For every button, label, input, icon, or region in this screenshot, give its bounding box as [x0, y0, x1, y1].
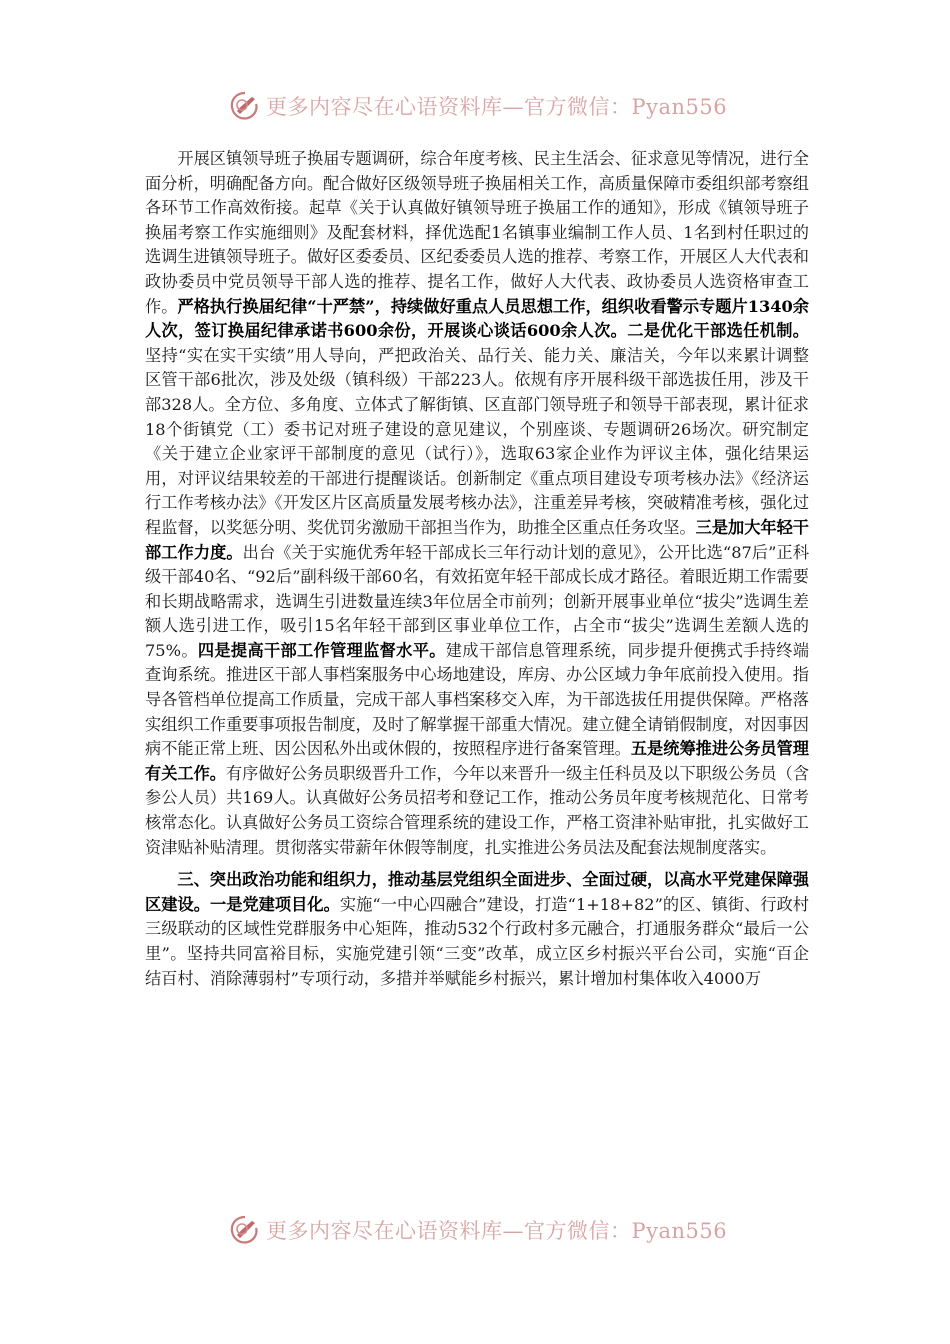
paragraph-2 [145, 868, 809, 991]
bold-segment: 三是加大年轻干部工作力度。 [145, 517, 809, 562]
bold-segment: 三、突出政治功能和组织力，推动基层党组织全面进步、全面过硬，以高水平党建保障强区建设。一是党建项目化。 [145, 870, 809, 914]
body-text [145, 147, 809, 991]
pen-swirl-logo-icon [228, 1213, 262, 1247]
text-segment: 有序做好公务员职级晋升工作，今年以来晋升一级主任科员及以下职级公务员（含参公人员）共169人。认真做好公务员招考和登记工作，推动公务员年度考核规范化、日常考核常态化。认真做好公务员工资综合管理系统的建设工作，严格工资津补贴审批，扎实做好工资津贴补贴清理。贯彻落实带薪年休假等制度，扎实推进公务员法及配套法规制度落实。 [145, 763, 810, 857]
bold-segment: 五是统筹推进公务员管理有关工作。 [145, 739, 809, 783]
text-segment: 出台《关于实施优秀年轻干部成长三年行动计划的意见》，公开比选“87后”正科级干部40名、“92后”副科级干部60名，有效拓宽年轻干部成长成才路径。着眼近期工作需要和长期战略需求，选调生引进数量连续3年位居全市前列；创新开展事业单位“拔尖”选调生差额人选引进工作，吸引15名年轻干部到区事业单位工作，占全市“拔尖”选调生差额人选的75%。 [145, 542, 810, 660]
banner-text: 更多内容尽在心语资料库—官方微信：Pyan556 [266, 95, 728, 119]
text-segment: 坚持“实在实干实绩”用人导向，严把政治关、品行关、能力关、廉洁关，今年以来累计调整区管干部6批次，涉及处级（镇科级）干部223人。依规有序开展科级干部选拔任用，涉及干部328人。全方位、多角度、立体式了解街镇、区直部门领导班子和领导干部表现，累计征求18个街镇党（工）委书记对班子建设的意见建议，个别座谈、专题调研26场次。研究制定《关于建立企业家评干部制度的意见（试行）》，选取63家企业作为评议主体，强化结果运用，对评议结果较差的干部进行提醒谈话。创新制定《重点项目建设专项考核办法》《经济运行工作考核办法》《开发区片区高质量发展考核办法》，注重差异考核，突破精准考核，强化过程监督，以奖惩分明、奖优罚劣激励干部担当作为，助推全区重点任务攻坚。 [145, 345, 809, 537]
footer-banner [228, 1213, 728, 1247]
bold-segment: 四是提高干部工作管理监督水平。 [197, 640, 446, 660]
text-segment: 实施“一中心四融合”建设，打造“1+18+82”的区、镇街、行政村三级联动的区域性党群服务中心矩阵，推动532个行政村多元融合，打通服务群众“最后一公里”。坚持共同富裕目标，实施党建引领“三变”改革，成立区乡村振兴平台公司，实施“百企结百村、消除薄弱村”专项行动，多措并举赋能乡村振兴，累计增加村集体收入4000万 [145, 894, 809, 988]
paragraph-1 [145, 147, 809, 860]
pen-swirl-logo-icon [228, 89, 262, 123]
banner-text: 更多内容尽在心语资料库—官方微信：Pyan556 [266, 1219, 728, 1243]
header-banner [228, 89, 728, 123]
text-segment: 建成干部信息管理系统，同步提升便携式手持终端查询系统。推进区干部人事档案服务中心场地建设，库房、办公区域力争年底前投入使用。指导各管档单位提高工作质量，完成干部人事档案移交入库，为干部选拔任用提供保障。严格落实组织工作重要事项报告制度，及时了解掌握干部重大情况。建立健全请销假制度，对因事因病不能正常上班、因公因私外出或休假的，按照程序进行备案管理。 [145, 640, 810, 759]
text-segment: 开展区镇领导班子换届专题调研，综合年度考核、民主生活会、征求意见等情况，进行全面分析，明确配备方向。配合做好区级领导班子换届相关工作，高质量保障市委组织部考察组各环节工作高效衔接。起草《关于认真做好镇领导班子换届工作的通知》，形成《镇领导班子换届考察工作实施细则》及配套材料，择优选配1名镇事业编制工作人员、1名到村任职过的选调生进镇领导班子。做好区委委员、区纪委委员人选的推荐、考察工作，开展区人大代表和政协委员中党员领导干部人选的推荐、提名工作，做好人大代表、政协委员人选资格审查工作。 [145, 149, 809, 316]
bold-segment: 严格执行换届纪律“十严禁”，持续做好重点人员思想工作，组织收看警示专题片1340余人次，签订换届纪律承诺书600余份，开展谈心谈话600余人次。二是优化干部选任机制。 [145, 296, 809, 341]
